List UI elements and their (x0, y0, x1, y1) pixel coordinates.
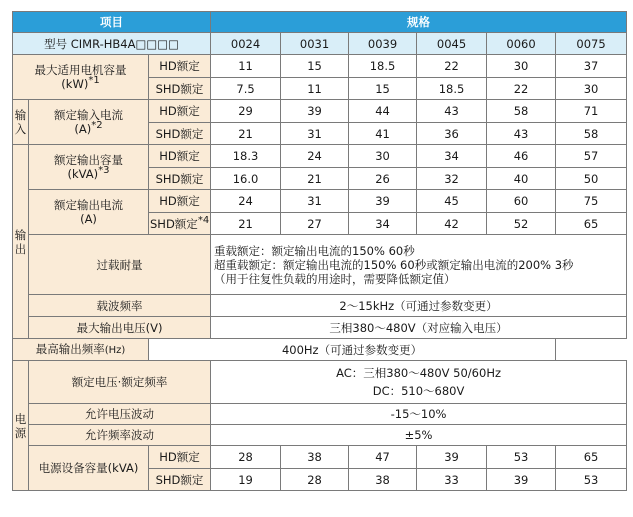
rating-shd: SHD额定 (149, 168, 211, 190)
psu-shd-value: 28 (281, 469, 349, 491)
psu-shd-value: 53 (556, 469, 627, 491)
input-current-label: 额定输入电流 $(A)^{*2}$ (29, 100, 149, 145)
output-current-shd-value: 34 (349, 213, 417, 235)
psu-hd-value: 65 (556, 446, 627, 469)
output-current-hd-value: 75 (556, 190, 627, 213)
motor-shd-value: 11 (281, 78, 349, 100)
model-code: 0075 (556, 33, 627, 55)
rated-vf-value: AC：三相380～480V 50/60Hz DC：510～680V (211, 361, 627, 404)
model-code: 0031 (281, 33, 349, 55)
output-current-hd-value: 31 (281, 190, 349, 213)
motor-hd-value: 22 (417, 55, 487, 78)
output-capacity-hd-row (13, 145, 627, 168)
volt-fluct-label: 允许电压波动 (29, 404, 211, 425)
input-current-shd-value: 43 (487, 123, 556, 145)
output-capacity-hd-value: 57 (556, 145, 627, 168)
input-current-hd-value: 58 (487, 100, 556, 123)
freq-fluct-row (13, 425, 627, 446)
output-capacity-shd-value: 40 (487, 168, 556, 190)
max-voltage-label: 最大输出电压(V) (29, 317, 211, 339)
input-current-hd-value: 43 (417, 100, 487, 123)
overload-text: 重载额定：额定输出电流的150% 60秒 超重载额定：额定输出电流的150% 60秒或额定输出电流的200% 3秒 （用于往复性负载的用途时，需要降低额定值） (211, 235, 627, 295)
motor-shd-value: 18.5 (417, 78, 487, 100)
rating-hd: HD额定 (149, 55, 211, 78)
model-code: 0039 (349, 33, 417, 55)
output-capacity-hd-value: 24 (281, 145, 349, 168)
psu-shd-value: 39 (487, 469, 556, 491)
psu-hd-value: 53 (487, 446, 556, 469)
rating-hd: HD额定 (149, 190, 211, 213)
motor-hd-value: 37 (556, 55, 627, 78)
max-freq-value: 400Hz（可通过参数变更） (149, 339, 556, 361)
output-current-shd-value: 42 (417, 213, 487, 235)
max-freq-row (13, 339, 627, 361)
output-capacity-hd-value: 18.3 (211, 145, 281, 168)
input-current-hd-value: 44 (349, 100, 417, 123)
output-current-hd-value: 24 (211, 190, 281, 213)
motor-shd-value: 22 (487, 78, 556, 100)
input-current-shd-value: 21 (211, 123, 281, 145)
psu-hd-value: 38 (281, 446, 349, 469)
header-item: 项目 (13, 12, 211, 33)
overload-row (13, 235, 627, 295)
rated-vf-row (13, 361, 627, 404)
input-current-hd-value: 39 (281, 100, 349, 123)
carrier-value: 2～15kHz（可通过参数变更） (211, 295, 627, 317)
volt-fluct-row (13, 404, 627, 425)
model-code: 0024 (211, 33, 281, 55)
rating-hd: HD额定 (149, 145, 211, 168)
input-current-shd-value: 41 (349, 123, 417, 145)
motor-hd-value: 15 (281, 55, 349, 78)
psu-hd-value: 47 (349, 446, 417, 469)
header-specs: 规格 (211, 12, 627, 33)
psu-shd-value: 38 (349, 469, 417, 491)
rating-shd: SHD额定 (149, 469, 211, 491)
motor-label: 最大适用电机容量 (kW)$^{*1}$ (13, 55, 149, 100)
output-capacity-shd-value: 50 (556, 168, 627, 190)
spec-table (12, 11, 627, 491)
output-capacity-hd-value: 34 (417, 145, 487, 168)
rating-hd: HD额定 (149, 100, 211, 123)
rated-vf-label: 额定电压·额定频率 (29, 361, 211, 404)
psu-shd-value: 33 (417, 469, 487, 491)
output-capacity-shd-value: 32 (417, 168, 487, 190)
output-current-shd-value: 65 (556, 213, 627, 235)
carrier-label: 载波频率 (29, 295, 211, 317)
output-current-shd-value: 27 (281, 213, 349, 235)
psu-hd-value: 39 (417, 446, 487, 469)
output-current-hd-value: 45 (417, 190, 487, 213)
output-current-shd-value: 21 (211, 213, 281, 235)
rating-shd: SHD额定 (149, 78, 211, 100)
psu-label: 电源设备容量(kVA) (29, 446, 149, 491)
max-voltage-row (13, 317, 627, 339)
overload-label: 过载耐量 (29, 235, 211, 295)
motor-shd-value: 15 (349, 78, 417, 100)
model-code: 0045 (417, 33, 487, 55)
carrier-row (13, 295, 627, 317)
motor-shd-value: 7.5 (211, 78, 281, 100)
motor-shd-value: 30 (556, 78, 627, 100)
output-capacity-shd-value: 16.0 (211, 168, 281, 190)
model-row (13, 33, 627, 55)
model-label: 型号 CIMR-HB4A□□□□ (13, 33, 211, 55)
output-capacity-hd-value: 30 (349, 145, 417, 168)
output-current-hd-value: 60 (487, 190, 556, 213)
output-capacity-label: 额定输出容量 (kVA)$^{*3}$ (29, 145, 149, 190)
output-capacity-shd-value: 26 (349, 168, 417, 190)
group-input: 输入 (13, 100, 29, 145)
output-current-hd-value: 39 (349, 190, 417, 213)
freq-fluct-value: ±5% (211, 425, 627, 446)
motor-hd-value: 30 (487, 55, 556, 78)
psu-shd-value: 19 (211, 469, 281, 491)
motor-hd-value: 18.5 (349, 55, 417, 78)
input-current-shd-value: 36 (417, 123, 487, 145)
max-freq-label: 最高输出频率(Hz) (13, 339, 149, 361)
input-current-hd-value: 29 (211, 100, 281, 123)
psu-hd-row (13, 446, 627, 469)
input-current-shd-value: 58 (556, 123, 627, 145)
output-current-hd-row (13, 190, 627, 213)
output-capacity-hd-value: 46 (487, 145, 556, 168)
output-current-label: 额定输出电流 (A) (29, 190, 149, 235)
group-power: 电源 (13, 361, 29, 491)
max-voltage-value: 三相380～480V（对应输入电压） (211, 317, 627, 339)
output-capacity-shd-value: 21 (281, 168, 349, 190)
input-current-shd-value: 31 (281, 123, 349, 145)
motor-hd-value: 11 (211, 55, 281, 78)
volt-fluct-value: -15～10% (211, 404, 627, 425)
freq-fluct-label: 允许频率波动 (29, 425, 211, 446)
motor-hd-row (13, 55, 627, 78)
output-current-shd-value: 52 (487, 213, 556, 235)
rating-shd: SHD额定 (149, 123, 211, 145)
rating-hd: HD额定 (149, 446, 211, 469)
psu-hd-value: 28 (211, 446, 281, 469)
input-current-hd-value: 71 (556, 100, 627, 123)
input-current-hd-row (13, 100, 627, 123)
rating-shd-note: SHD额定$^{*4}$ (149, 213, 211, 235)
group-output: 输出 (13, 145, 29, 339)
model-code: 0060 (487, 33, 556, 55)
